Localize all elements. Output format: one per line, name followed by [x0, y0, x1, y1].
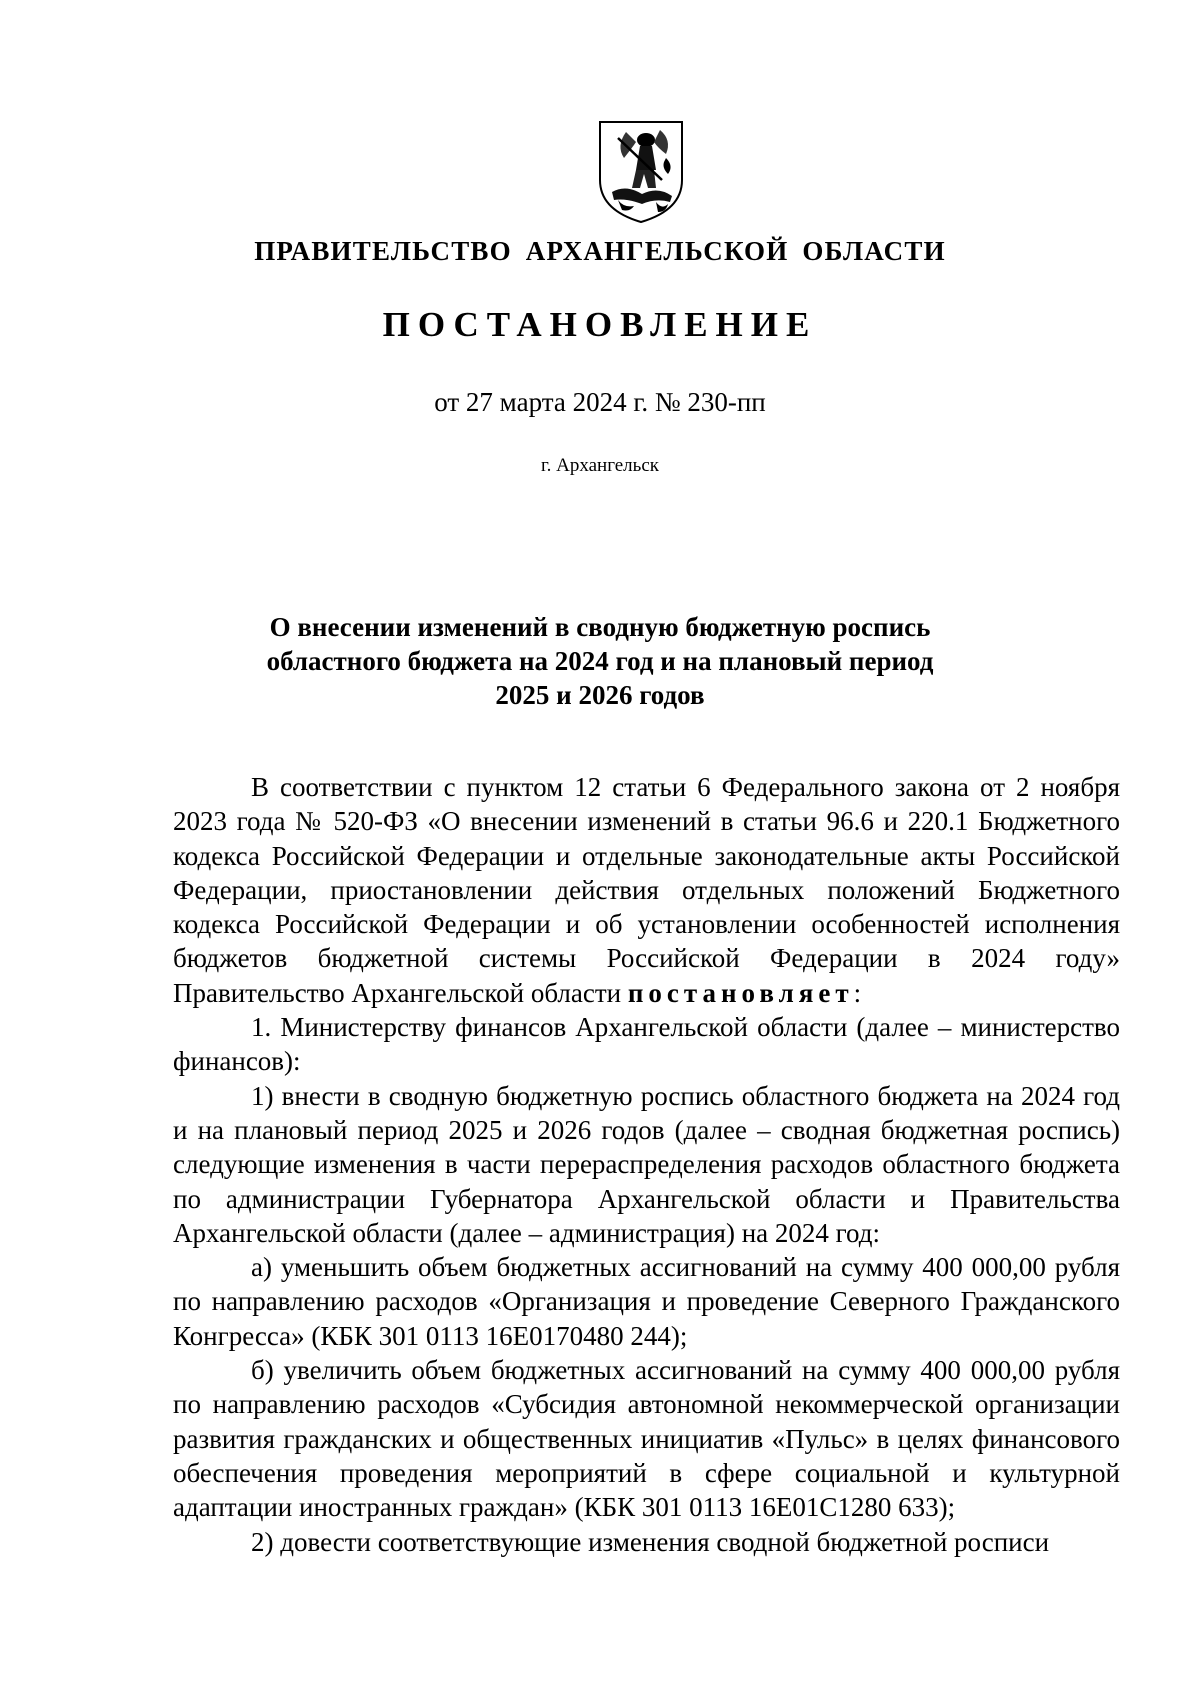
- preamble-text: В соответствии с пунктом 12 статьи 6 Федерального закона от 2 ноября 2023 года № 520-ФЗ «О внесении изменений в статьи 96.6 и 220.1 Бюджетного кодекса Российской Федерации и отдельные законодательные акты Российской Федерации, приостановлении действия отдельных положений Бюджетного кодекса Российской Федерации и об установлении особенностей исполнения бюджетов бюджетной системы Российской Федерации в 2024 году» Правительство Архангельской области: [173, 772, 1120, 1008]
- coat-of-arms-icon: [596, 118, 686, 226]
- document-body: [173, 770, 1120, 1559]
- subject-line: 2025 и 2026 годов: [495, 680, 705, 710]
- document-date-number: от 27 марта 2024 г. № 230-пп: [434, 387, 766, 417]
- government-name: ПРАВИТЕЛЬСТВО АРХАНГЕЛЬСКОЙ ОБЛАСТИ: [254, 236, 946, 266]
- clause-1-1-a: а) уменьшить объем бюджетных ассигнований на сумму 400 000,00 рубля по направлению расходов «Организация и проведение Северного Гражданского Конгресса» (КБК 301 0113 16Е0170480 244);: [173, 1252, 1120, 1351]
- decree-keyword: постановляет: [627, 977, 854, 1008]
- clause-1-1-b: б) увеличить объем бюджетных ассигнований на сумму 400 000,00 рубля по направлению расходов «Субсидия автономной некоммерческой организации развития гражданских и общественных инициатив «Пульс» в целях финансового обеспечения проведения мероприятий в сфере социальной и культурной адаптации иностранных граждан» (КБК 301 0113 16Е01С1280 633);: [173, 1355, 1120, 1523]
- clause-1-1: 1) внести в сводную бюджетную роспись областного бюджета на 2024 год и на плановый период 2025 и 2026 годов (далее – сводная бюджетная роспись) следующие изменения в части перераспределения расходов областного бюджета по администрации Губернатора Архангельской области и Правительства Архангельской области (далее – администрация) на 2024 год:: [173, 1080, 1120, 1248]
- clause-1-2: 2) довести соответствующие изменения сводной бюджетной росписи: [251, 1526, 1050, 1557]
- document-type: ПОСТАНОВЛЕНИЕ: [382, 305, 818, 344]
- document-city: г. Архангельск: [540, 455, 659, 476]
- document-subject: [0, 610, 1200, 712]
- clause-1: 1. Министерству финансов Архангельской области (далее – министерство финансов):: [173, 1012, 1120, 1077]
- preamble-end: :: [853, 977, 862, 1008]
- subject-line: областного бюджета на 2024 год и на плановый период: [266, 646, 934, 676]
- subject-line: О внесении изменений в сводную бюджетную роспись: [269, 612, 931, 642]
- preamble-paragraph: [173, 770, 1120, 1010]
